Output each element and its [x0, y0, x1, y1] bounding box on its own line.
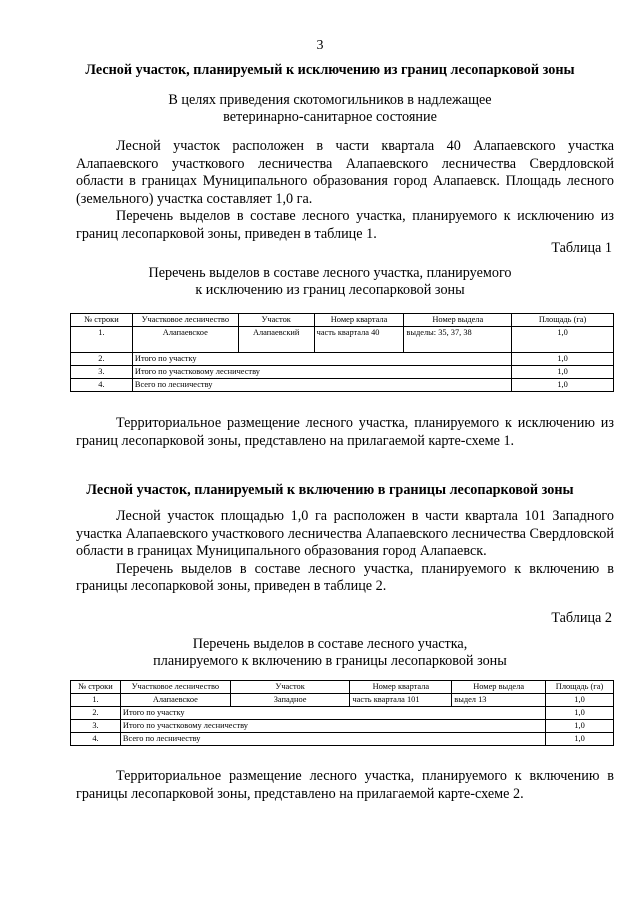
- table-cell: выдел 13: [452, 694, 546, 707]
- table-cell: Итого по участковому лесничеству: [132, 366, 511, 379]
- section1-purpose-line2: ветеринарно-санитарное состояние: [223, 109, 437, 125]
- table-cell: 4.: [71, 733, 121, 746]
- table-header-cell: Участок: [238, 314, 314, 327]
- table-cell: 1,0: [512, 379, 614, 392]
- table-row: [71, 353, 614, 366]
- table-cell: Всего по лесничеству: [132, 379, 511, 392]
- table-cell: 1.: [71, 327, 133, 353]
- table-cell: 1,0: [546, 733, 614, 746]
- table1: [70, 313, 614, 392]
- table-header-cell: № строки: [71, 681, 121, 694]
- section2-paragraph1: Лесной участок площадью 1,0 га расположен в части квартала 101 Западного участка Алапаевского участкового лесничества Алапаевского лесничества Свердловской области в границах Муниципального образования город Алапаевск.: [76, 508, 614, 560]
- table-cell: Всего по лесничеству: [120, 733, 545, 746]
- table-header-cell: № строки: [71, 314, 133, 327]
- table-row: [71, 327, 614, 353]
- table-cell: 1.: [71, 694, 121, 707]
- table-cell: выделы: 35, 37, 38: [404, 327, 512, 353]
- table1-header-row: [71, 314, 614, 327]
- table-cell: 1,0: [546, 707, 614, 720]
- table-row: [71, 720, 614, 733]
- table-cell: часть квартала 40: [314, 327, 404, 353]
- table-cell: 3.: [71, 720, 121, 733]
- table-header-cell: Участок: [230, 681, 350, 694]
- section2-heading: Лесной участок, планируемый к включению в границы лесопарковой зоны: [86, 482, 574, 498]
- table-header-cell: Номер квартала: [350, 681, 452, 694]
- section1-paragraph2: Перечень выделов в составе лесного участка, планируемого к исключению из границ лесопарковой зоны, приведен в таблице 1.: [76, 208, 614, 242]
- table1-title: [100, 265, 560, 299]
- table-header-cell: Участковое лесничество: [120, 681, 230, 694]
- table-cell: 2.: [71, 353, 133, 366]
- table-cell: Итого по участку: [132, 353, 511, 366]
- section2-body: [76, 508, 614, 596]
- table-cell: 1,0: [546, 694, 614, 707]
- table1-title-line2: к исключению из границ лесопарковой зоны: [195, 282, 465, 298]
- section1-purpose: [100, 92, 560, 126]
- table2-title-line2: планируемого к включению в границы лесопарковой зоны: [153, 653, 507, 669]
- section1-heading: Лесной участок, планируемый к исключению из границ лесопарковой зоны: [85, 62, 575, 78]
- table-row: [71, 366, 614, 379]
- section1-placement: [76, 415, 614, 450]
- table-cell: Западное: [230, 694, 350, 707]
- table-row: [71, 379, 614, 392]
- table-row: [71, 733, 614, 746]
- table-cell: Итого по участку: [120, 707, 545, 720]
- table2-label: Таблица 2: [551, 610, 612, 626]
- table-cell: 2.: [71, 707, 121, 720]
- section2-placement-text: Территориальное размещение лесного участка, планируемого к включению в границы лесопарковой зоны, представлено на прилагаемой карте-схеме 2.: [76, 768, 614, 802]
- table2: [70, 680, 614, 746]
- section2-paragraph2: Перечень выделов в составе лесного участка, планируемого к включению в границы лесопарковой зоны, приведен в таблице 2.: [76, 560, 614, 595]
- table-cell: 1,0: [512, 366, 614, 379]
- table2-title-line1: Перечень выделов в составе лесного участка,: [192, 636, 468, 652]
- table-row: [71, 707, 614, 720]
- table-header-cell: Номер выдела: [452, 681, 546, 694]
- table1-title-line1: Перечень выделов в составе лесного участка, планируемого: [148, 265, 512, 281]
- table-cell: 4.: [71, 379, 133, 392]
- section2-placement: [76, 768, 614, 803]
- table-header-cell: Номер квартала: [314, 314, 404, 327]
- table-cell: 3.: [71, 366, 133, 379]
- table-cell: 1,0: [546, 720, 614, 733]
- section1-body: [76, 138, 614, 244]
- table-header-cell: Участковое лесничество: [132, 314, 238, 327]
- table-cell: Алапаевский: [238, 327, 314, 353]
- table1-label: Таблица 1: [551, 240, 612, 256]
- table-row: [71, 694, 614, 707]
- table-cell: Алапаевское: [132, 327, 238, 353]
- table-header-cell: Площадь (га): [512, 314, 614, 327]
- table-cell: 1,0: [512, 353, 614, 366]
- table2-header-row: [71, 681, 614, 694]
- table-cell: 1,0: [512, 327, 614, 353]
- table-cell: часть квартала 101: [350, 694, 452, 707]
- table-header-cell: Номер выдела: [404, 314, 512, 327]
- section1-paragraph1: Лесной участок расположен в части квартала 40 Алапаевского участка Алапаевского участкового лесничества Алапаевского лесничества Свердловской области в границах Муниципального образования город Алапаевск. Площадь лесного (земельного) участка составляет 1,0 га.: [76, 138, 614, 207]
- table-header-cell: Площадь (га): [546, 681, 614, 694]
- table-cell: Итого по участковому лесничеству: [120, 720, 545, 733]
- section1-placement-text: Территориальное размещение лесного участка, планируемого к исключению из границ лесопарковой зоны, представлено на прилагаемой карте-схеме 1.: [76, 415, 614, 449]
- table-cell: Алапаевское: [120, 694, 230, 707]
- table2-title: [100, 636, 560, 670]
- section1-purpose-line1: В целях приведения скотомогильников в надлежащее: [168, 92, 492, 108]
- page-number: 3: [316, 38, 324, 53]
